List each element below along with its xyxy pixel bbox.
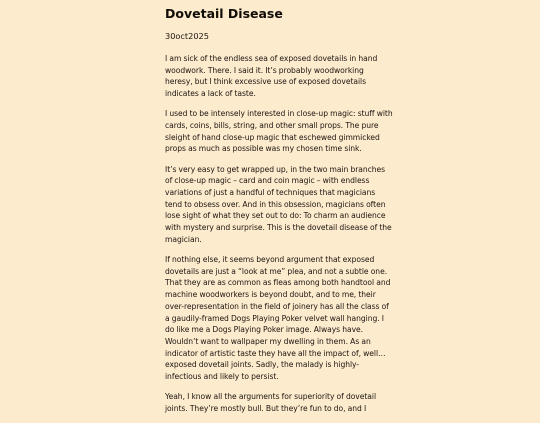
article — [165, 6, 393, 423]
post-title: Dovetail Disease — [165, 6, 283, 21]
paragraph-5: Yeah, I know all the arguments for superiority of dovetail joints. They’re mostly bull. But they’re fun to do, and I — [165, 392, 377, 413]
paragraph-4: If nothing else, it seems beyond argument that exposed dovetails are just a “look at me” plea, and not a subtle one. That they are as common as fleas among both handtool and machine woodworkers is beyond doubt, and to me, their over-representation in the field of joinery has all the class of a gaudily-framed Dogs Playing Poker velvet wall hanging. I do like me a Dogs Playing Poker image. Always have. Wouldn’t want to wallpaper my dwelling in them. As an indicator of artistic taste they have all the impact of, well… exposed dovetail joints. Sadly, the malady is highly-infectious and likely to persist. — [165, 255, 391, 382]
post-date: 30oct2025 — [165, 31, 209, 41]
paragraph-2: I used to be intensely interested in close-up magic: stuff with cards, coins, bills, string, and other small props. The pure sleight of hand close-up magic that eschewed gimmicked props as much as possible was my chosen time sink. — [165, 109, 393, 154]
paragraph-1: I am sick of the endless sea of exposed dovetails in hand woodwork. There. I said it. It’s probably woodworking heresy, but I think excessive use of exposed dovetails indicates a lack of taste. — [165, 54, 378, 99]
paragraph-3: It’s very easy to get wrapped up, in the two main branches of close-up magic – card and coin magic – with endless variations of just a handful of techniques that magicians tend to obsess over. And in this obsession, magicians often lose sight of what they set out to do: To charm an audience with mystery and surprise. This is the dovetail disease of the magician. — [165, 164, 392, 244]
